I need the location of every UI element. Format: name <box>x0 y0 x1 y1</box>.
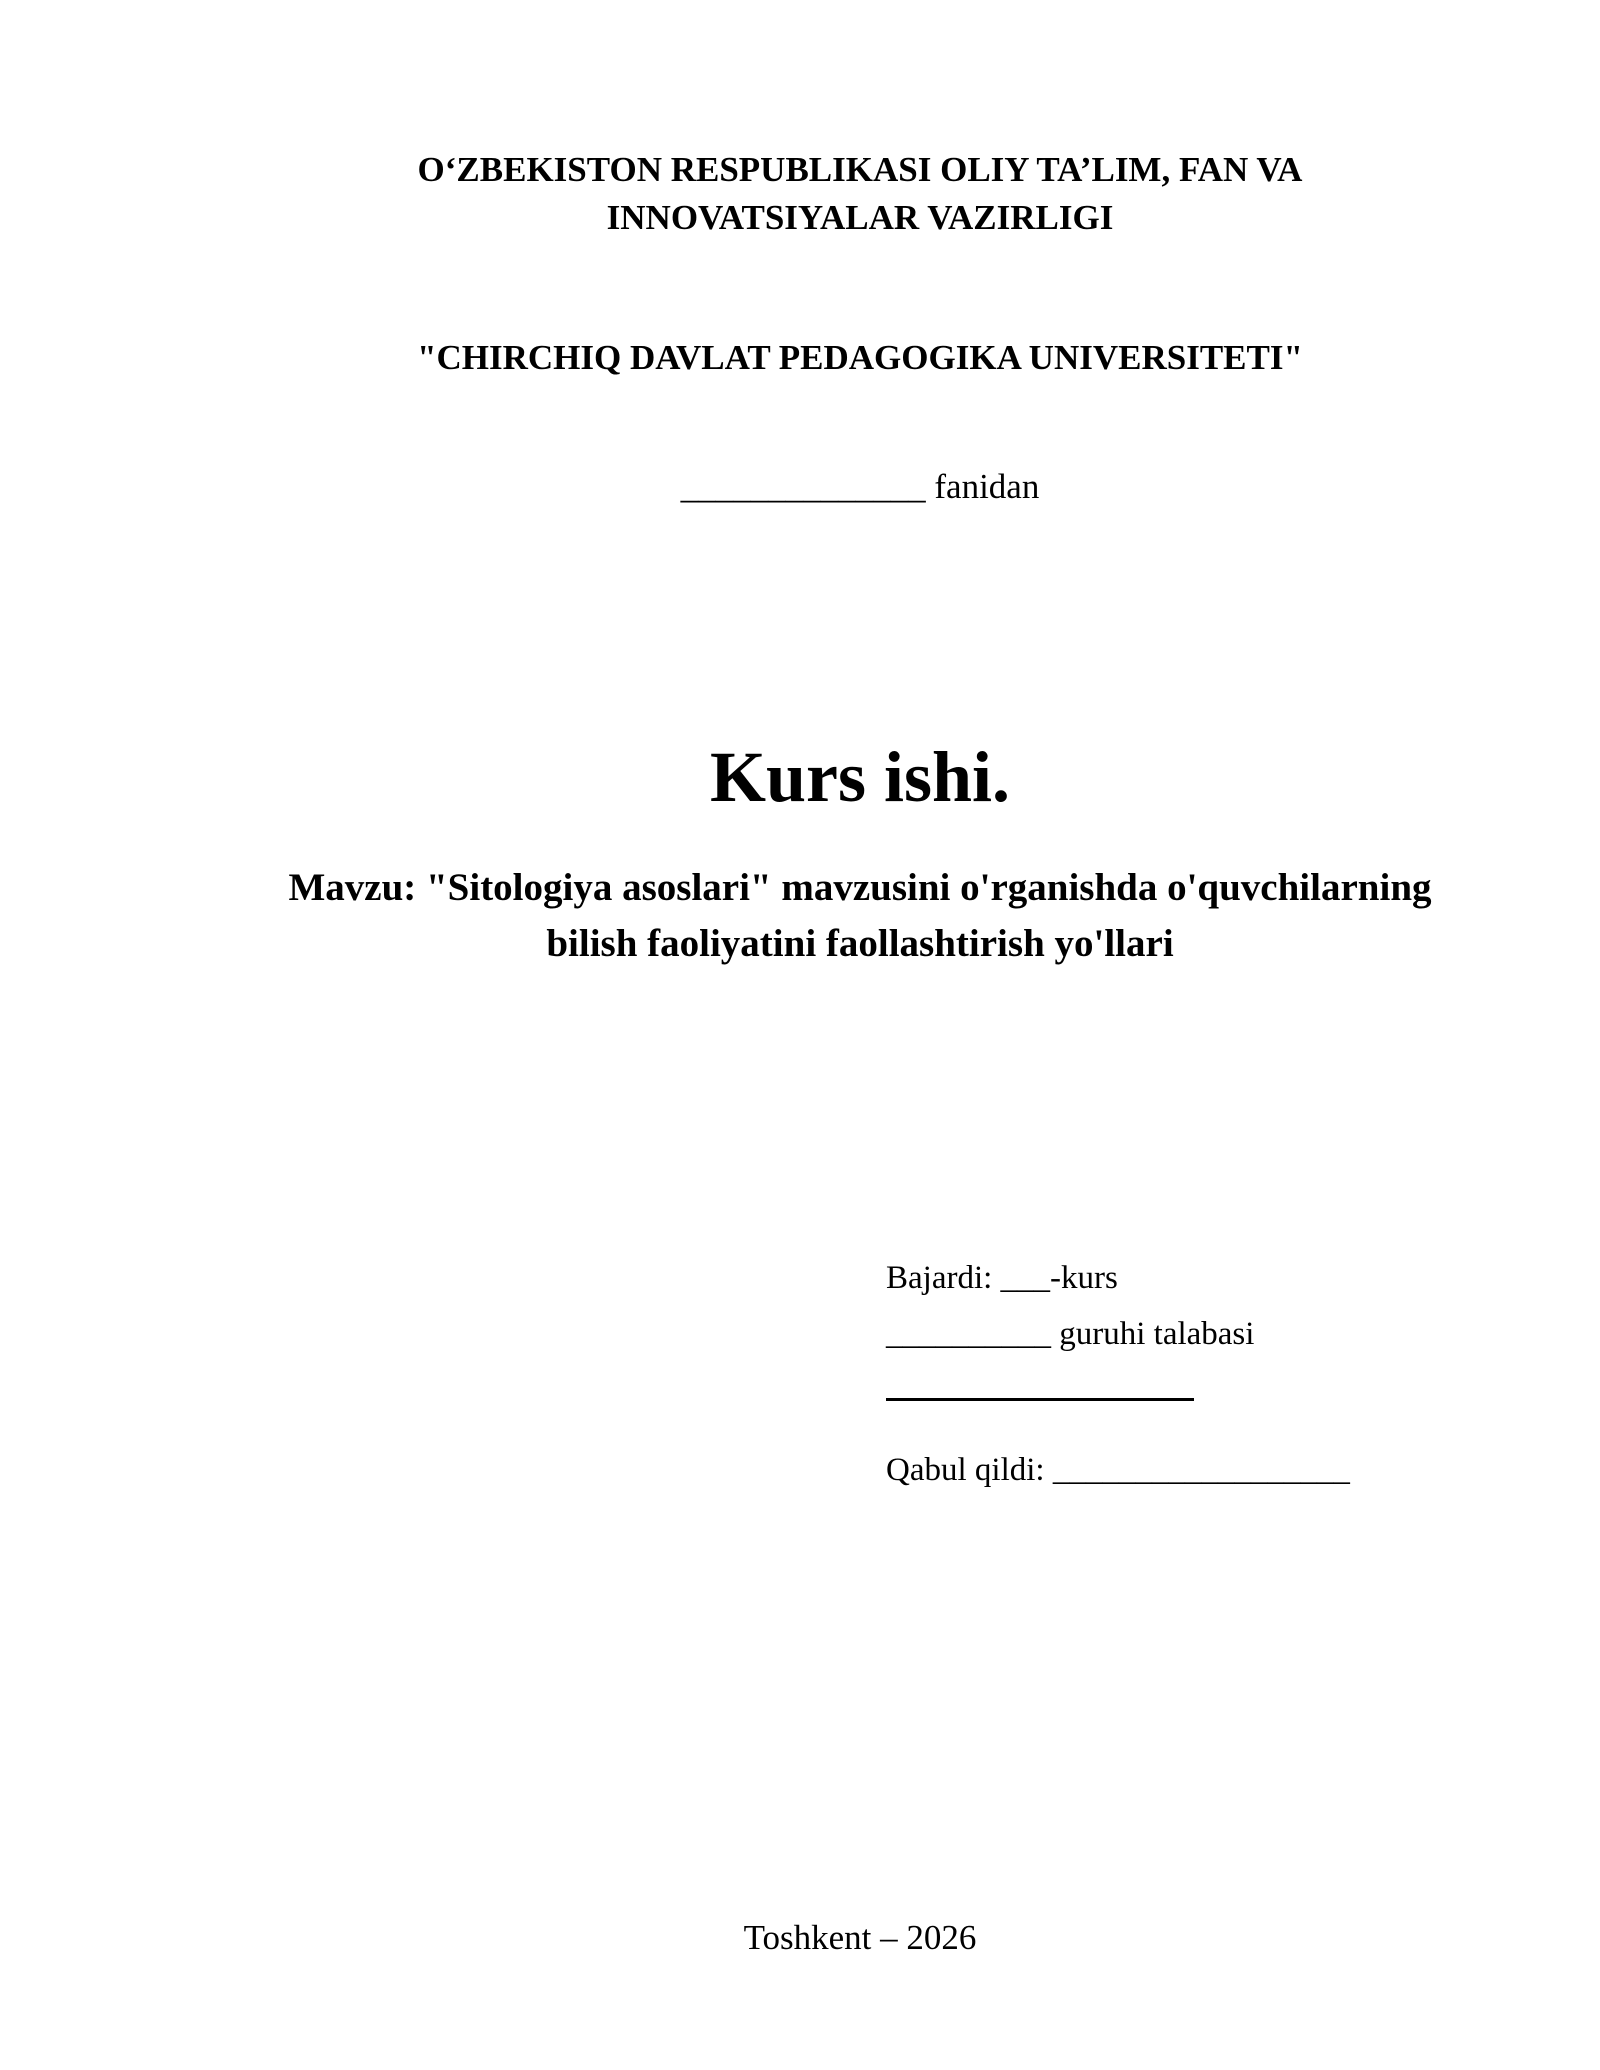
subject-line: ______________ fanidan <box>680 467 1040 506</box>
topic-line-1: Mavzu: "Sitologiya asoslari" mavzusini o'rganishda o'quvchilarning <box>288 866 1432 909</box>
document-title: Kurs ishi. <box>709 737 1011 817</box>
city-year: Toshkent – 2026 <box>743 1918 977 1957</box>
accepted-by-line: Qabul qildi: __________________ <box>886 1452 1350 1488</box>
group-student-line: __________ guruhi talabasi <box>886 1316 1255 1352</box>
ministry-line-1: O‘ZBEKISTON RESPUBLIKASI OLIY TA’LIM, FAN VA <box>417 150 1303 189</box>
student-name-blank-line <box>886 1398 1194 1401</box>
topic-line-2: bilish faoliyatini faollashtirish yo'llari <box>546 922 1174 965</box>
performed-by-line: Bajardi: ___-kurs <box>886 1260 1118 1296</box>
ministry-line-2: INNOVATSIYALAR VAZIRLIGI <box>606 198 1114 237</box>
university-name: "CHIRCHIQ DAVLAT PEDAGOGIKA UNIVERSITETI" <box>417 338 1303 377</box>
